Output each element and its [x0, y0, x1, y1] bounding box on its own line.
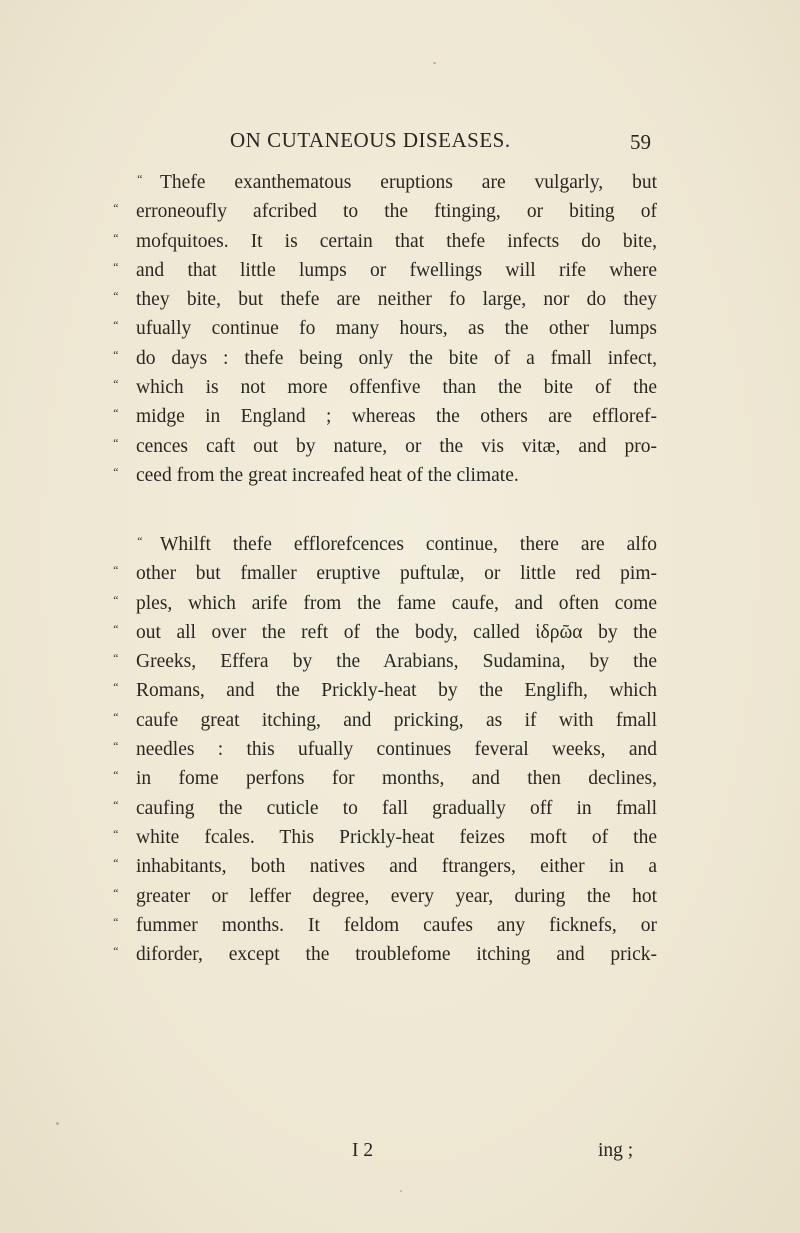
text-line	[112, 432, 657, 461]
quote-mark: “	[112, 914, 119, 929]
line-text: midge in England ; whereas the others are effloref-	[136, 406, 657, 428]
quote-mark: “	[112, 563, 119, 578]
text-line	[112, 168, 657, 197]
quote-mark: “	[112, 592, 119, 607]
signature-mark: I 2	[352, 1140, 374, 1161]
line-text: in fome perfons for months, and then declines,	[136, 768, 657, 790]
quote-mark: “	[112, 621, 119, 636]
page-number: 59	[630, 130, 651, 154]
line-text: inhabitants, both natives and ftrangers, either in a	[136, 856, 657, 878]
quote-mark: “	[112, 944, 119, 959]
text-line	[112, 314, 657, 343]
line-text: needles : this ufually continues feveral weeks, and	[136, 739, 657, 761]
line-text: out all over the reft of the body, called ἱδρῶα by the	[136, 621, 657, 643]
text-line	[112, 227, 657, 256]
line-text: Romans, and the Prickly-heat by the Englifh, which	[136, 680, 657, 702]
quote-mark: “	[112, 201, 119, 216]
text-line	[112, 373, 657, 402]
paper-speck	[433, 62, 436, 64]
paper-speck	[400, 1190, 402, 1192]
text-line	[112, 940, 657, 969]
text-line	[112, 344, 657, 373]
quote-mark: “	[112, 406, 119, 421]
text-line	[112, 882, 657, 911]
quote-mark: “	[112, 797, 119, 812]
line-text: which is not more offenfive than the bite of the	[136, 377, 657, 399]
quote-mark: “	[112, 885, 119, 900]
line-text: diforder, except the troublefome itching and prick-	[136, 944, 657, 966]
text-line	[112, 852, 657, 881]
text-line	[112, 764, 657, 793]
line-text: caufe great itching, and pricking, as if with fmall	[136, 709, 657, 731]
running-title: ON CUTANEOUS DISEASES.	[230, 128, 511, 152]
quote-mark: “	[112, 739, 119, 754]
catchword: ing ;	[598, 1140, 634, 1161]
text-line	[112, 559, 657, 588]
line-text: mofquitoes. It is certain that thefe infects do bite,	[136, 230, 657, 252]
line-text: ufually continue fo many hours, as the other lumps	[136, 318, 657, 340]
line-text: Greeks, Effera by the Arabians, Sudamina, by the	[136, 651, 657, 673]
line-text: white fcales. This Prickly-heat feizes moft of the	[136, 826, 657, 848]
paper-speck	[56, 1122, 59, 1125]
page-header	[0, 128, 800, 160]
text-line	[112, 735, 657, 764]
quote-mark: “	[112, 377, 119, 392]
text-line	[112, 706, 657, 735]
line-text: and that little lumps or fwellings will rife where	[136, 259, 657, 281]
page-footer	[0, 1140, 800, 1170]
line-text: erroneoufly afcribed to the ftinging, or biting of	[136, 201, 657, 223]
text-line	[112, 256, 657, 285]
quote-mark: “	[112, 826, 119, 841]
text-line	[112, 461, 657, 490]
text-line	[112, 402, 657, 431]
line-text: Whilft thefe efflorefcences continue, there are alfo	[160, 534, 657, 555]
text-line	[112, 676, 657, 705]
line-text: caufing the cuticle to fall gradually off in fmall	[136, 797, 657, 819]
quote-mark: “	[112, 289, 119, 304]
quote-mark: “	[112, 464, 119, 479]
line-text: ceed from the great increafed heat of the climate.	[136, 464, 519, 486]
quote-mark: “	[112, 651, 119, 666]
line-text: other but fmaller eruptive puftulæ, or little red pim-	[136, 563, 657, 585]
quote-mark: “	[112, 230, 119, 245]
quote-mark: “	[112, 856, 119, 871]
quote-mark: “	[112, 709, 119, 724]
line-text: greater or leffer degree, every year, during the hot	[136, 885, 657, 907]
text-line	[112, 589, 657, 618]
line-text: do days : thefe being only the bite of a fmall infect,	[136, 347, 657, 369]
text-line	[112, 530, 657, 559]
paragraph-1	[112, 168, 657, 490]
quote-mark: “	[112, 259, 119, 274]
text-line	[112, 285, 657, 314]
text-line	[112, 794, 657, 823]
quote-mark: “	[112, 680, 119, 695]
quote-mark: “	[112, 768, 119, 783]
line-text: fummer months. It feldom caufes any ficknefs, or	[136, 914, 657, 936]
text-line	[112, 647, 657, 676]
text-line	[112, 911, 657, 940]
line-text: cences caft out by nature, or the vis vitæ, and pro-	[136, 435, 657, 457]
line-text: Thefe exanthematous eruptions are vulgarly, but	[160, 172, 657, 193]
text-line	[112, 197, 657, 226]
text-line	[112, 618, 657, 647]
line-text: ples, which arife from the fame caufe, and often come	[136, 592, 657, 614]
text-line	[112, 823, 657, 852]
quote-mark: “	[136, 534, 143, 548]
quote-mark: “	[112, 435, 119, 450]
quote-mark: “	[136, 172, 143, 186]
line-text: they bite, but thefe are neither fo large, nor do they	[136, 289, 657, 311]
quote-mark: “	[112, 318, 119, 333]
quote-mark: “	[112, 347, 119, 362]
paragraph-2	[112, 530, 657, 969]
